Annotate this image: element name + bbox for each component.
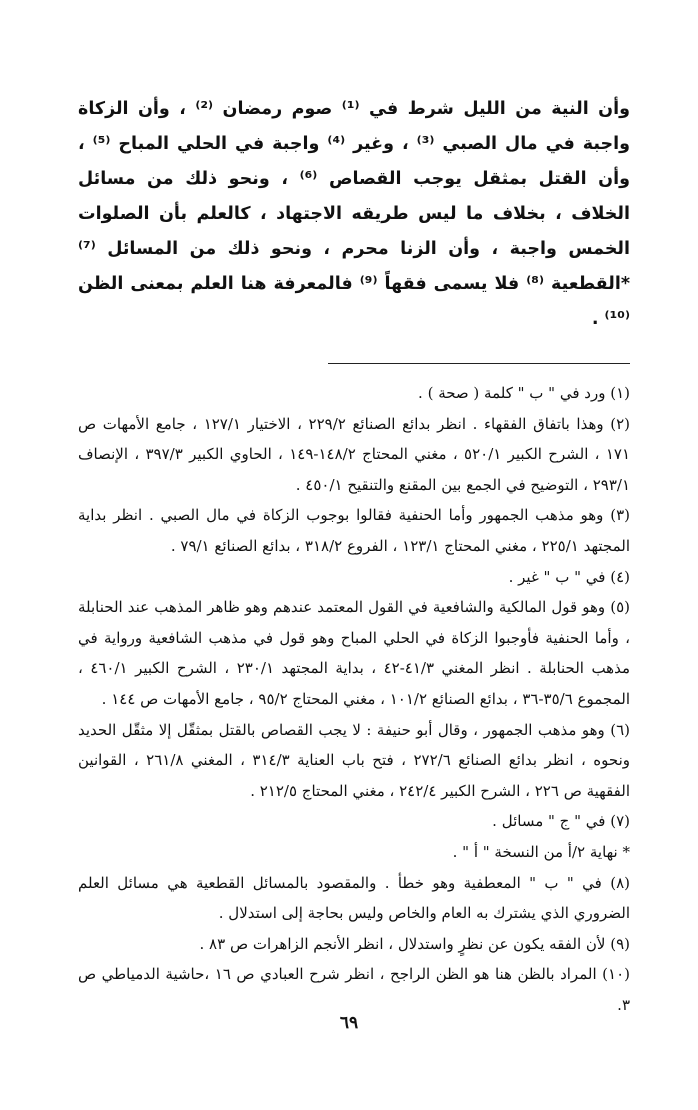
footnote-9: (٩) لأن الفقه يكون عن نظرٍ واستدلال ، انظر الأنجم الزاهرات ص ٨٣ . <box>199 934 630 953</box>
footnote-7: (٧) في " ج " مسائل . <box>492 812 630 831</box>
footnote-3: (٣) وهو مذهب الجمهور وأما الحنفية فقالوا بوجوب الزكاة في مال الصبي . انظر بداية المجتهد ٢٢٥/١ ، مغني المحتاج ١٢٣/١ ، الفروع ٣١٨/٢ ، بدائع الصنائع ٧٩/١ . <box>78 506 630 555</box>
footnote-10: (١٠) المراد بالظن هنا هو الظن الراجح ، انظر شرح العبادي ص ١٦ ،حاشية الدمياطي ص ٣. <box>78 965 630 1014</box>
footnote-6: (٦) وهو مذهب الجمهور ، وقال أبو حنيفة : لا يجب القصاص بالقتل بمثقّل إلا مثقّل الحديد ونحوه ، انظر بدائع الصنائع ٢٧٢/٦ ، فتح باب العناية ٣١٤/٣ ، المغني ٢٦١/٨ ، القوانين الفقهية ص ٢٢٦ ، الشرح الكبير ٢٤٢/٤ ، مغني المحتاج ٢١٢/٥ . <box>78 720 630 800</box>
footnote-1: (١) ورد في " ب " كلمة ( صحة ) . <box>418 384 630 402</box>
footnotes <box>78 378 630 1020</box>
footnote-separator <box>328 363 630 364</box>
page-number: ٦٩ <box>339 1013 359 1033</box>
footnote-4: (٤) في " ب " غير . <box>508 567 630 586</box>
folio-marker: * نهاية ٢/أ من النسخة " أ " . <box>452 842 630 861</box>
main-text-block <box>78 92 630 337</box>
footnote-8: (٨) في " ب " المعطفية وهو خطأ . والمقصود بالمسائل القطعية هي مسائل العلم الضروري الذي يشترك به العام والخاص وليس بحاجة إلى استدلال . <box>78 873 630 923</box>
page-body <box>78 92 630 1020</box>
footnote-5: (٥) وهو قول المالكية والشافعية في القول المعتمد عندهم وهو ظاهر المذهب عند الحنابلة ، وأما الحنفية فأوجبوا الزكاة في الحلي المباح وهو قول في مذهب الشافعية ورواية في مذهب الحنابلة . انظر المغني ٤١/٣-٤٢ ، بداية المجتهد ٢٣٠/١ ، الشرح الكبير ٤٦٠/١ ، المجموع ٣٥/٦-٣٦ ، بدائع الصنائع ١٠١/٢ ، مغني المحتاج ٩٥/٢ ، جامع الأمهات ص ١٤٤ . <box>78 598 630 708</box>
footnote-2: (٢) وهذا باتفاق الفقهاء . انظر بدائع الصنائع ٢٢٩/٢ ، الاختيار ١٢٧/١ ، جامع الأمهات ص ١٧١ ، الشرح الكبير ٥٢٠/١ ، مغني المحتاج ١٤٨/٢-١٤٩ ، الحاوي الكبير ٣٩٧/٣ ، الإنصاف ٢٩٣/١ ، التوضيح في الجمع بين المقنع والتنقيح ٤٥٠/١ . <box>78 414 631 494</box>
main-paragraph: وأن النية من الليل شرط في ⁽¹⁾ صوم رمضان ⁽²⁾ ، وأن الزكاة واجبة في مال الصبي ⁽³⁾ ، وغير ⁽⁴⁾ واجبة في الحلي المباح ⁽⁵⁾ ، وأن القتل بمثقل يوجب القصاص ⁽⁶⁾ ، ونحو ذلك من مسائل الخلاف ، بخلاف ما ليس طريقه الاجتهاد ، كالعلم بأن الصلوات الخمس واجبة ، وأن الزنا محرم ، ونحو ذلك من المسائل ⁽⁷⁾ *القطعية ⁽⁸⁾ فلا يسمى فقهاً ⁽⁹⁾ فالمعرفة هنا العلم بمعنى الظن ⁽¹⁰⁾ . <box>78 99 631 329</box>
